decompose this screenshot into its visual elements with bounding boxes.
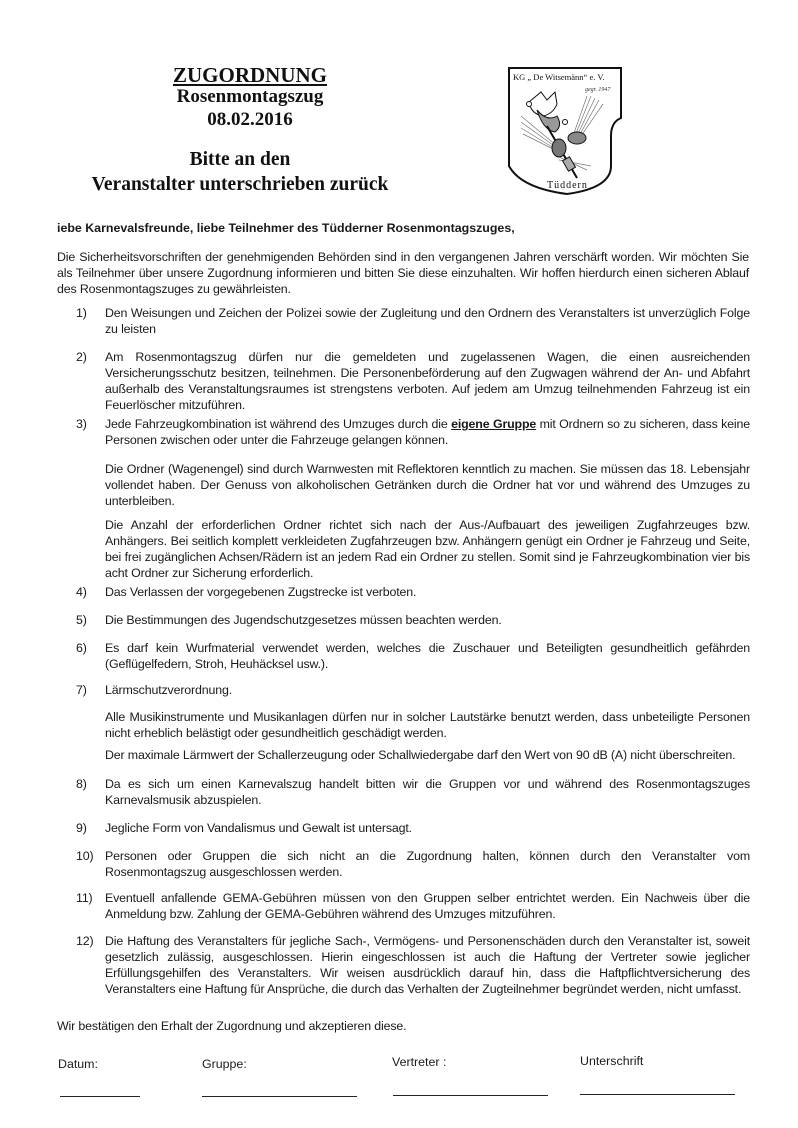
emphasis-own-group: eigene Gruppe — [451, 417, 537, 431]
document-title: ZUGORDNUNG — [172, 63, 327, 87]
rule-text-part: mit Ordnern so zu sicheren, dass keine Personen zwischen oder unter die Fahrzeuge gelangen können. — [105, 417, 751, 447]
rule-text: Da es sich um einen Karnevalszug handelt bitten wir die Gruppen vor und während des Rosenmontagszuges Karnevalsmusik abzuspielen. — [105, 777, 750, 807]
greeting: iebe Karnevalsfreunde, liebe Teilnehmer des Tüdderner Rosenmontagszuges, — [57, 221, 515, 235]
rule-11 — [76, 890, 750, 922]
rule-text: Die Haftung des Veranstalters für jegliche Sach-, Vermögens- und Personenschäden durch den Veranstalter ist, soweit gesetzlich zulässig, ausgeschlossen. Hierin eingeschlossen ist auch die Haftung der Vertreter sowie jeglicher Erfüllungsgehilfen des Veranstalters. Wir weisen ausdrücklich darauf hin, dass die Haftpflichtversicherung des Veranstalters eine Haftung für Ansprüche, die durch das Verhalten der Zugteilnehmer begründet werden, nicht umfasst. — [105, 934, 750, 996]
rule-text: Den Weisungen und Zeichen der Polizei sowie der Zugleitung und den Ordnern des Veranstalters ist unverzüglich Folge zu leisten — [105, 306, 750, 336]
rule-7-sub-2: Der maximale Lärmwert der Schallerzeugung oder Schallwiedergabe darf den Wert von 90 dB (A) nicht überschreiten. — [105, 748, 736, 762]
return-request — [40, 147, 440, 197]
rule-number: 12) — [76, 934, 94, 948]
rule-3-sub-1: Die Ordner (Wagenengel) sind durch Warnwesten mit Reflektoren kenntlich zu machen. Sie müssen das 18. Lebensjahr vollendet haben. Der Genuss von alkoholischen Getränken durch die Ordner hat vor und während des Umzuges zu unterbleiben. — [105, 462, 750, 508]
date-label: Datum: — [58, 1057, 98, 1071]
rule-number: 9) — [76, 821, 87, 835]
rule-4 — [76, 584, 750, 600]
svg-text:KG „ De Witsemänn“ e. V.: KG „ De Witsemänn“ e. V. — [513, 72, 605, 82]
rule-number: 10) — [76, 849, 94, 863]
rule-text: Eventuell anfallende GEMA-Gebühren müssen von den Gruppen selber entrichtet werden. Ein Nachweis über die Anmeldung bzw. Zahlung der GEMA-Gebühren während des Umzuges mitzuführen. — [105, 891, 750, 921]
rule-text: Die Bestimmungen des Jugendschutzgesetzes müssen beachten werden. — [105, 613, 502, 627]
rule-number: 1) — [76, 306, 87, 320]
signature-label: Unterschrift — [580, 1054, 644, 1068]
rule-12 — [76, 933, 750, 997]
club-logo — [507, 66, 625, 196]
rule-number: 7) — [76, 683, 87, 697]
return-request-line-2: Veranstalter unterschrieben zurück — [91, 174, 389, 195]
rule-text: Es darf kein Wurfmaterial verwendet werden, welches die Zuschauer und Beteiligten gesundheitlich gefährden (Geflügelfedern, Stroh, Heuhäcksel usw.). — [105, 641, 750, 671]
date-field[interactable] — [60, 1096, 140, 1097]
rule-5 — [76, 612, 750, 628]
svg-text:gegr. 1947: gegr. 1947 — [585, 87, 611, 93]
event-date: 08.02.2016 — [207, 109, 293, 130]
svg-text:Tüddern: Tüddern — [547, 180, 588, 191]
representative-label: Vertreter : — [392, 1055, 447, 1069]
rule-text-part: Jede Fahrzeugkombination ist während des Umzuges durch die — [105, 417, 452, 431]
rule-1 — [76, 305, 750, 337]
jester-crest-icon — [507, 66, 625, 196]
group-field[interactable] — [202, 1096, 357, 1097]
rule-6 — [76, 640, 750, 672]
rule-3 — [76, 416, 750, 448]
rule-2 — [76, 349, 750, 413]
rule-text: Das Verlassen der vorgegebenen Zugstrecke ist verboten. — [105, 585, 417, 599]
rule-3-sub-2: Die Anzahl der erforderlichen Ordner richtet sich nach der Aus-/Aufbauart des jeweiligen Zugfahrzeuges bzw. Anhängers. Bei seitlich komplett verkleideten Zugfahrzeugen bzw. Anhängern genügt ein Ordner je Fahrzeug und Seite, bei frei zugänglichen Achsen/Rädern ist an jedem Rad ein Ordner zu stellen. Somit sind je Fahrzeugkombination vier bis acht Ordner zur Sicherung erforderlich. — [105, 518, 750, 580]
document-header — [100, 64, 400, 132]
intro-paragraph: Die Sicherheitsvorschriften der genehmigenden Behörden sind in den vergangenen Jahren verschärft worden. Wir möchten Sie als Teilnehmer über unsere Zugordnung informieren und bitten Sie diese einzuhalten. Wir hoffen hierdurch einen sicheren Ablauf des Rosenmontagszuges zu gewährleisten. — [57, 250, 749, 296]
signature-field[interactable] — [580, 1094, 735, 1095]
rule-number: 3) — [76, 417, 87, 431]
rule-7-sub-1: Alle Musikinstrumente und Musikanlagen dürfen nur in solcher Lautstärke benutzt werden, dass unbeteiligte Personen nicht erheblich belästigt oder gesundheitlich geschädigt werden. — [105, 710, 750, 740]
confirmation-text: Wir bestätigen den Erhalt der Zugordnung und akzeptieren diese. — [57, 1019, 407, 1033]
representative-field[interactable] — [393, 1095, 548, 1096]
rule-8 — [76, 776, 750, 808]
rule-number: 5) — [76, 613, 87, 627]
group-label: Gruppe: — [202, 1057, 247, 1071]
rule-text: Personen oder Gruppen die sich nicht an die Zugordnung halten, können durch den Veranstalter vom Rosenmontagszug ausgeschlossen werden. — [105, 849, 750, 879]
return-request-line-1: Bitte an den — [189, 149, 291, 170]
rule-number: 4) — [76, 585, 87, 599]
rule-9 — [76, 820, 750, 836]
rule-text: Jegliche Form von Vandalismus und Gewalt ist untersagt. — [105, 821, 412, 835]
rule-number: 8) — [76, 777, 87, 791]
rule-text: Lärmschutzverordnung. — [105, 683, 233, 697]
rule-10 — [76, 848, 750, 880]
rule-text — [105, 416, 750, 448]
rule-number: 2) — [76, 350, 87, 364]
document-subtitle: Rosenmontagszug — [176, 86, 324, 107]
rule-number: 11) — [76, 891, 93, 905]
rule-7 — [76, 682, 750, 698]
rule-number: 6) — [76, 641, 87, 655]
rule-text: Am Rosenmontagszug dürfen nur die gemeldeten und zugelassenen Wagen, die einen ausreichenden Versicherungsschutz besitzen, teilnehmen. Die Personenbeförderung auf den Zugwagen während der An- und Abfahrt außerhalb des Veranstaltungsraumes ist strengstens verboten. Auf jedem am Umzug teilnehmenden Fahrzeug ist ein Feuerlöscher mitzuführen. — [105, 350, 750, 412]
